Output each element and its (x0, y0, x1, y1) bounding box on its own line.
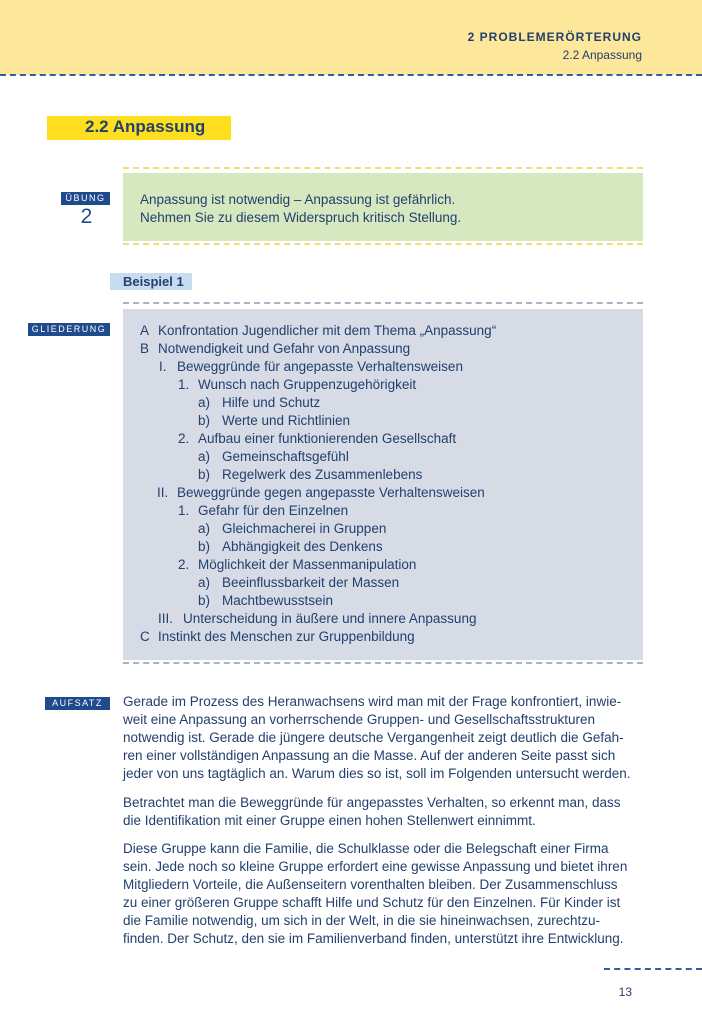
outline-item: Gleichmacherei in Gruppen (222, 521, 387, 536)
outline-item: Konfrontation Jugendlicher mit dem Thema „Anpassung“ (158, 323, 497, 338)
gliederung-badge: GLIEDERUNG (28, 323, 110, 336)
outline-mark: B (140, 341, 150, 356)
section-title (47, 116, 231, 140)
outline-divider-top (123, 302, 643, 304)
page-header (0, 0, 702, 75)
outline-mark: 2. (178, 431, 190, 446)
essay-line: weit eine Anpassung an vorherrschende Gruppen- und Gesellschaftsstrukturen (123, 712, 596, 727)
essay-line: Betrachtet man die Beweggründe für angepasstes Verhalten, so erkennt man, dass (123, 795, 621, 810)
outline-mark: 2. (178, 557, 190, 572)
essay-paragraph (123, 693, 643, 783)
outline-item: Möglichkeit der Massenmanipulation (198, 557, 417, 572)
uebung-badge: ÜBUNG (61, 192, 110, 205)
task-line: Nehmen Sie zu diesem Widerspruch kritisch Stellung. (140, 210, 462, 225)
outline-mark: A (140, 323, 150, 338)
outline-mark: 1. (178, 377, 190, 392)
outline-divider-bottom (123, 662, 643, 664)
essay-paragraph (123, 840, 643, 948)
outline-mark: I. (159, 359, 167, 374)
outline-item: Beeinflussbarkeit der Massen (222, 575, 400, 590)
outline-item: Beweggründe für angepasste Verhaltensweisen (177, 359, 463, 374)
outline-item: Gemeinschaftsgefühl (222, 449, 349, 464)
essay-line: finden. Der Schutz, den sie im Familienverband finden, unterstützt ihre Entwicklung. (123, 931, 624, 946)
outline-item: Instinkt des Menschen zur Gruppenbildung (158, 629, 415, 644)
outline-item: Machtbewusstsein (222, 593, 334, 608)
outline-mark: a) (198, 575, 211, 590)
outline-item: Unterscheidung in äußere und innere Anpassung (183, 611, 477, 626)
essay-line: die Identifikation mit einer Gruppe einen hohen Stellenwert einnimmt. (123, 813, 536, 828)
essay-line: zu einer größeren Gruppe schafft Hilfe und Schutz für den Einzelnen. Für Kinder ist (123, 895, 621, 910)
header-divider (0, 74, 702, 76)
outline-item: Aufbau einer funktionierenden Gesellschaft (198, 431, 457, 446)
example-label-text: Beispiel 1 (123, 274, 184, 289)
outline-mark: b) (198, 539, 211, 554)
task-divider-bottom (123, 243, 643, 245)
outline-mark: b) (198, 413, 211, 428)
essay-line: jeder von uns tagtäglich an. Warum dies so ist, soll im Folgenden untersucht werden. (123, 766, 631, 781)
outline-mark: a) (198, 449, 211, 464)
essay-line: Gerade im Prozess des Heranwachsens wird man mit der Frage konfrontiert, inwie- (123, 694, 622, 709)
aufsatz-badge: AUFSATZ (45, 697, 110, 710)
essay-line: sein. Jede noch so kleine Gruppe erfordert eine gewisse Anpassung und bietet ihren (123, 859, 628, 874)
outline-mark: a) (198, 395, 211, 410)
task-line: Anpassung ist notwendig – Anpassung ist gefährlich. (140, 192, 456, 207)
essay-line: ren einer vollständigen Anpassung an die Masse. Auf der anderen Seite passt sich (123, 748, 616, 763)
outline-item: Abhängigkeit des Denkens (222, 539, 383, 554)
page-number: 13 (618, 985, 632, 999)
essay-paragraph (123, 794, 643, 830)
outline-box (123, 309, 643, 660)
header-section: 2.2 Anpassung (562, 48, 642, 62)
outline-mark: b) (198, 593, 211, 608)
outline-mark: 1. (178, 503, 190, 518)
outline-item: Gefahr für den Einzelnen (198, 503, 349, 518)
outline-item: Notwendigkeit und Gefahr von Anpassung (158, 341, 411, 356)
footer-divider (604, 968, 702, 970)
example-label (110, 273, 192, 290)
essay-line: notwendig ist. Gerade die jüngere deutsche Vergangenheit zeigt deutlich die Gefah- (123, 730, 624, 745)
section-title-text: 2.2 Anpassung (85, 117, 206, 136)
outline-item: Beweggründe gegen angepasste Verhaltensweisen (177, 485, 485, 500)
outline-mark: II. (157, 485, 169, 500)
header-chapter: 2 PROBLEMERÖRTERUNG (467, 30, 642, 44)
outline-item: Hilfe und Schutz (222, 395, 321, 410)
essay-line: Diese Gruppe kann die Familie, die Schulklasse oder die Belegschaft einer Firma (123, 841, 609, 856)
outline-mark: III. (158, 611, 174, 626)
outline-item: Regelwerk des Zusammenlebens (222, 467, 423, 482)
outline-item: Werte und Richtlinien (222, 413, 351, 428)
task-divider-top (123, 167, 643, 169)
outline-mark: C (140, 629, 150, 644)
essay-line: Mitgliedern Vorteile, die Außenseitern vorenthalten bleiben. Der Zusammenschluss (123, 877, 618, 892)
essay-line: die Familie notwendig, um sich in der Welt, in die sie hineinwachsen, zurechtzu- (123, 913, 600, 928)
uebung-number: 2 (80, 205, 93, 228)
outline-mark: a) (198, 521, 211, 536)
task-box (123, 173, 643, 241)
outline-item: Wunsch nach Gruppenzugehörigkeit (198, 377, 417, 392)
outline-mark: b) (198, 467, 211, 482)
